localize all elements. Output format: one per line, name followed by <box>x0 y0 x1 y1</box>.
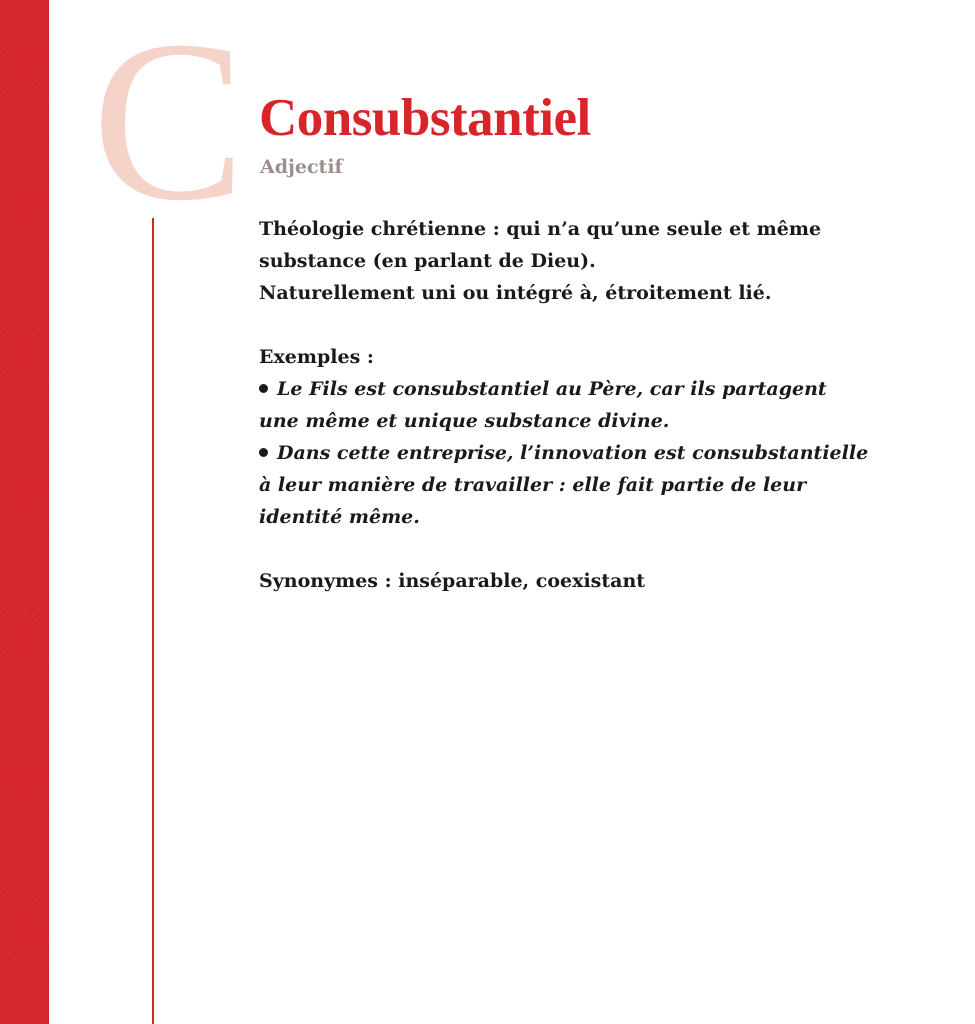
bullet-icon <box>259 448 268 457</box>
examples-label: Exemples : <box>259 346 374 368</box>
spacer <box>259 309 869 341</box>
example-text-2: Dans cette entreprise, l’innovation est consubstantielle à leur manière de travailler : elle fait partie de leur identité même. <box>259 442 869 528</box>
spacer <box>259 533 869 565</box>
example-item-2 <box>259 437 869 533</box>
drop-letter: C <box>92 0 246 248</box>
left-red-band <box>0 0 49 1024</box>
synonyms: Synonymes : inséparable, coexistant <box>259 570 646 592</box>
entry-body <box>259 213 869 597</box>
bullet-icon <box>259 384 268 393</box>
definition-1: Théologie chrétienne : qui n’a qu’une seule et même substance (en parlant de Dieu). <box>259 218 822 272</box>
definition-2: Naturellement uni ou intégré à, étroitement lié. <box>259 282 772 304</box>
headword: Consubstantiel <box>259 89 591 147</box>
part-of-speech: Adjectif <box>260 156 343 178</box>
margin-rule <box>152 218 154 1024</box>
example-text-1: Le Fils est consubstantiel au Père, car ils partagent une même et unique substance divine. <box>259 378 827 432</box>
example-item-1 <box>259 373 869 437</box>
